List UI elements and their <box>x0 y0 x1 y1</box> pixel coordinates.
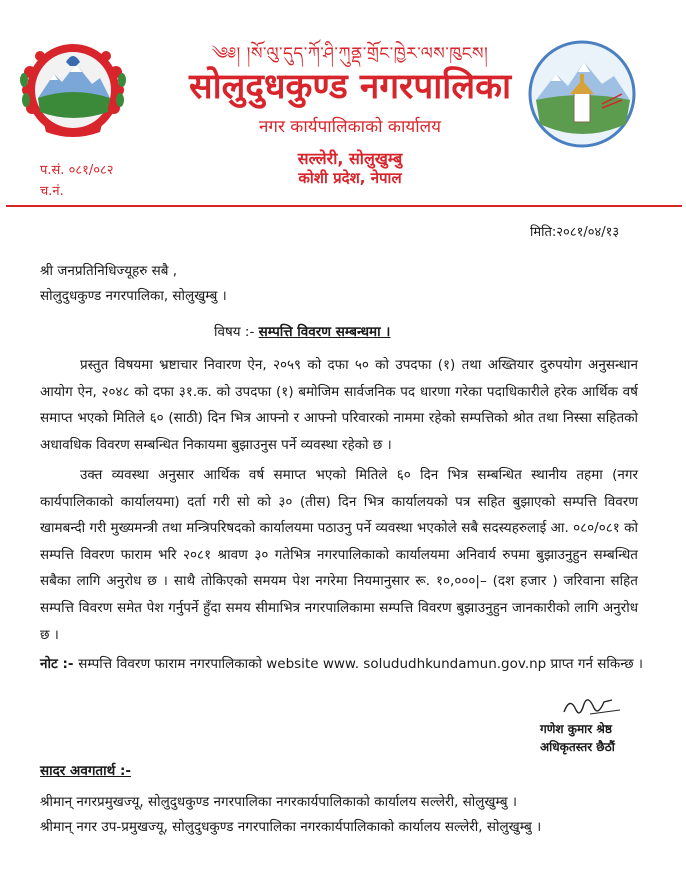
note-line <box>40 654 643 672</box>
office-name: नगर कार्यपालिकाको कार्यालय <box>258 117 442 137</box>
tibetan-motto: ༄༅། །སོ་ལུ་དུད་ཀོ་ཤི་ཀུནྡ་གྲོང་ཁྱེར་ལས་ཁུངས། <box>211 44 489 64</box>
address-line-1: सल्लेरी, सोलुखुम्बु <box>297 149 403 168</box>
reference-number: प.सं. ०८१/०८२ <box>40 163 114 178</box>
cc-line: श्रीमान् नगरप्रमुखज्यू, सोलुदुधकुण्ड नगरपालिका नगरकार्यपालिकाको कार्यालय सल्लेरी, सोलुखुम्बु । <box>40 794 517 810</box>
header-divider <box>6 205 682 207</box>
cc-line: श्रीमान् नगर उप-प्रमुखज्यू, सोलुदुधकुण्ड नगरपालिका नगरकार्यपालिकाको कार्यालय सल्लेरी, सोलुखुम्बु । <box>40 819 542 835</box>
letter-date: मिति:२०८१/०४/१३ <box>530 225 620 240</box>
signer-title: अधिकृतस्तर छैठौं <box>540 740 615 754</box>
address-line-2: कोशी प्रदेश, नेपाल <box>298 169 402 187</box>
recipient-line-2: सोलुदुधकुण्ड नगरपालिका, सोलुखुम्बु । <box>40 288 227 304</box>
note-text: सम्पत्ति विवरण फाराम नगरपालिकाको website www. solududhkundamun.gov.np प्राप्त गर्न सकिन्छ । <box>78 656 643 672</box>
recipient-line-1: श्री जनप्रतिनिधिज्यूहरु सबै , <box>40 263 178 279</box>
nepal-emblem-logo <box>14 28 132 146</box>
subject-label: विषय :- <box>214 324 259 340</box>
signature <box>560 690 630 720</box>
signer-name: गणेश कुमार श्रेष्ठ <box>540 722 612 736</box>
subject-value: सम्पत्ति विवरण सम्बन्धमा । <box>258 324 391 340</box>
body-paragraph-2: उक्त व्यवस्था अनुसार आर्थिक वर्ष समाप्त भएको मितिले ६० दिन भित्र सम्बन्धित स्थानीय तहमा (नगर कार्यपालिकाको कार्यालयमा) दर्ता गरी सो को ३० (तीस) दिन भित्र कार्यालयको पत्र सहित बुझाएको सम्पत्ति विवरण खामबन्दी गरी मुख्यमन्त्री तथा मन्त्रिपरिषदको कार्यालयमा पठाउनु पर्ने व्यवस्था भएकोले सबै सदस्यहरुलाई आ. ०८०/०८१ को सम्पत्ति विवरण फाराम भरि २०८१ श्रावण ३० गतेभित्र नगरपालिकाको कार्यालयमा अनिवार्य रुपमा बुझाउनुहुन सम्बन्धित सबैका लागि अनुरोध छ । साथै तोकिएको समयम पेश नगरेमा नियमानुसार रू. १०,०००|– (दश हजार ) जरिवाना सहित सम्पत्ति विवरण समेत पेश गर्नुपर्ने हुँदा समय सीमाभित्र नगरपालिकामा सम्पत्ति विवरण बुझाउनुहुन जानकारीको लागि अनुरोध छ । <box>40 467 638 643</box>
cc-heading: सादर अवगतार्थ :- <box>40 763 131 779</box>
municipality-name: सोलुदुधकुण्ड नगरपालिका <box>188 67 512 107</box>
body-paragraph-1: प्रस्तुत विषयमा भ्रष्टाचार निवारण ऐन, २०५९ को दफा ५० को उपदफा (१) तथा अख्तियार दुरुपयोग अनुसन्धान आयोग ऐन, २०४८ को दफा ३१.क. को उपदफा (१) बमोजिम सार्वजनिक पद धारणा गरेका पदाधिकारीले हरेक आर्थिक वर्ष समाप्त भएको मितिले ६० (साठी) दिन भित्र आफ्नो र आफ्नो परिवारको नाममा रहेको सम्पत्तिको श्रोत तथा निस्सा सहितको अधावधिक विवरण सम्बन्धित निकायमा बुझाउनुस पर्ने व्यवस्था रहेको छ । <box>40 357 638 453</box>
subject-line <box>214 322 390 340</box>
note-label: नोट :- <box>40 656 79 672</box>
dispatch-number: च.नं. <box>40 184 64 199</box>
